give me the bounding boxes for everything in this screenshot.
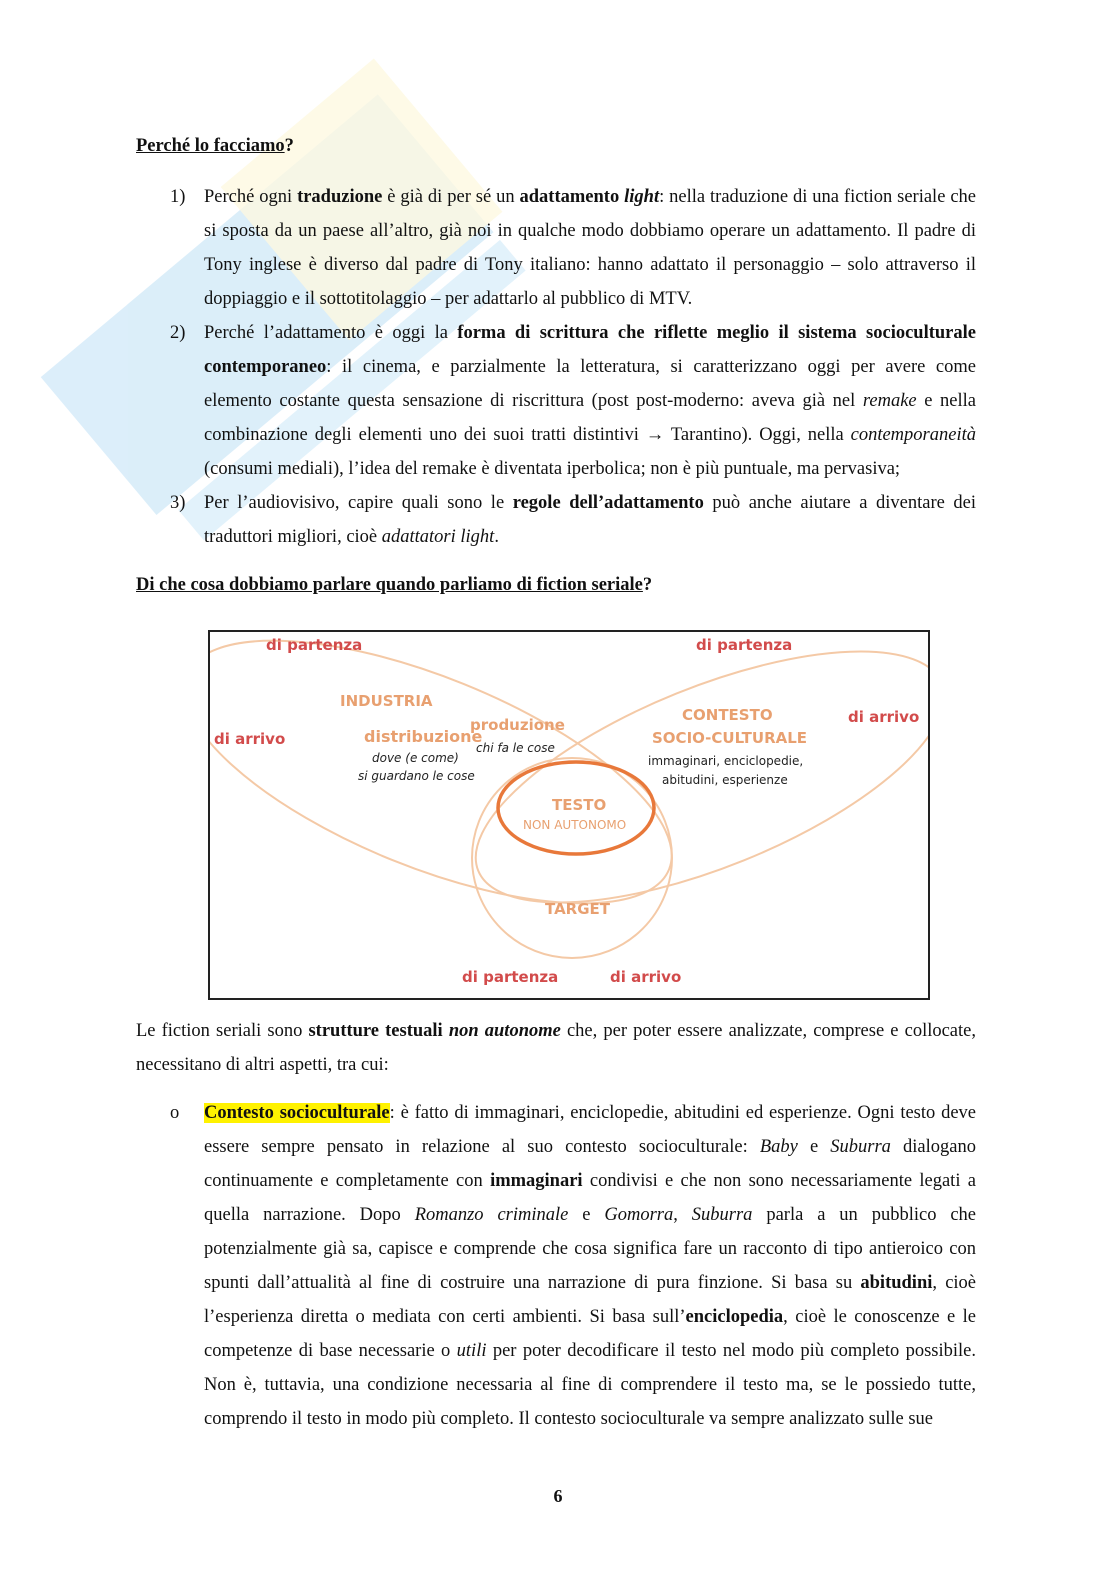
label-produzione-note: chi fa le cose — [476, 741, 555, 755]
section-heading-fiction: Di che cosa dobbiamo parlare quando parliamo di fiction seriale? — [136, 575, 653, 595]
reasons-list — [136, 180, 976, 554]
list-item: 1) Perché ogni traduzione è già di per sé un adattamento light: nella traduzione di una fiction seriale che si sposta da un paese all’altro, già noi in qualche modo dobbiamo operare un adattamento. Il padre di Tony inglese è diverso dal padre di Tony italiano: hanno adattato il personaggio – solo attraverso il doppiaggio e il sottotitolaggio – per adattarlo al pubblico di MTV. — [170, 187, 976, 309]
venn-diagram — [208, 630, 930, 1000]
paragraph-fiction: Le fiction seriali sono strutture testuali non autonome che, per poter essere analizzate, comprese e collocate, necessitano di altri aspetti, tra cui: — [136, 1021, 976, 1075]
label-distribuzione-note1: dove (e come) — [372, 751, 459, 765]
highlight-contesto: Contesto socioculturale — [204, 1103, 390, 1123]
label-target: TARGET — [545, 900, 611, 918]
list-item: 2) Perché l’adattamento è oggi la forma di scrittura che riflette meglio il sistema socioculturale contemporaneo: il cinema, e parzialmente la letteratura, si caratterizzano oggi per avere come elemento costante questa sensazione di riscrittura (post post-moderno: aveva già nel remake e nella combinazione degli elementi uno dei suoi tratti distintivi → Tarantino). Oggi, nella contemporaneità (consumi mediali), l’idea del remake è diventata iperbolica; non è più puntuale, ma pervasiva; — [170, 323, 976, 479]
arrow-icon: → — [645, 425, 665, 445]
label-b-arrivo: di arrivo — [610, 968, 682, 986]
industria-ellipse — [210, 632, 705, 957]
label-tl-partenza: di partenza — [266, 636, 363, 654]
label-socioculturale: SOCIO-CULTURALE — [652, 729, 808, 747]
contesto-ellipse — [444, 632, 928, 954]
list-item: 3) Per l’audiovisivo, capire quali sono le regole dell’adattamento può anche aiutare a diventare dei traduttori migliori, cioè adattatori light. — [170, 493, 977, 547]
label-tr-arrivo: di arrivo — [848, 708, 920, 726]
bullet-marker: o — [170, 1103, 180, 1123]
page-number: 6 — [553, 1486, 563, 1506]
label-contesto-note1: immaginari, enciclopedie, — [648, 754, 804, 768]
label-distribuzione-note2: si guardano le cose — [358, 769, 475, 783]
label-distribuzione: distribuzione — [364, 727, 483, 746]
label-tl-arrivo: di arrivo — [214, 730, 286, 748]
section-heading-why: Perché lo facciamo? — [136, 136, 294, 156]
list-item: o Contesto socioculturale: è fatto di immaginari, enciclopedie, abitudini ed esperienze. Ogni testo deve essere sempre pensato in relazione al suo contesto socioculturale: Baby e Suburra dialogano continuamente e completamente con immaginari condivisi e che non sono necessariamente legati a quella narrazione. Dopo Romanzo criminale e Gomorra, Suburra parla a un pubblico che potenzialmente già sa, capisce e comprende che cosa significa fare un racconto di tipo antieroico con spunti dall’attualità al fine di costruire una narrazione di pura finzione. Si basa su abitudini, cioè l’esperienza diretta o mediata con certi ambienti. Si basa sull’enciclopedia, cioè le conoscenze e le competenze di base necessarie o utili per poter decodificare il testo nel modo più completo possibile. Non è, tuttavia, una condizione necessaria al fine di comprendere il testo ma, se le possiedo tutte, comprendo il testo in modo più completo. Il contesto socioculturale va sempre analizzato sulle sue — [136, 1096, 976, 1436]
label-contesto: CONTESTO — [682, 706, 773, 724]
target-circle — [472, 758, 672, 958]
label-produzione: produzione — [470, 716, 565, 734]
label-b-partenza: di partenza — [462, 968, 559, 986]
label-non-autonomo: NON AUTONOMO — [523, 818, 627, 832]
label-tr-partenza: di partenza — [696, 636, 793, 654]
label-contesto-note2: abitudini, esperienze — [662, 773, 788, 787]
label-testo: TESTO — [552, 796, 607, 814]
label-industria: INDUSTRIA — [340, 692, 433, 710]
bullet-list — [136, 1096, 976, 1436]
